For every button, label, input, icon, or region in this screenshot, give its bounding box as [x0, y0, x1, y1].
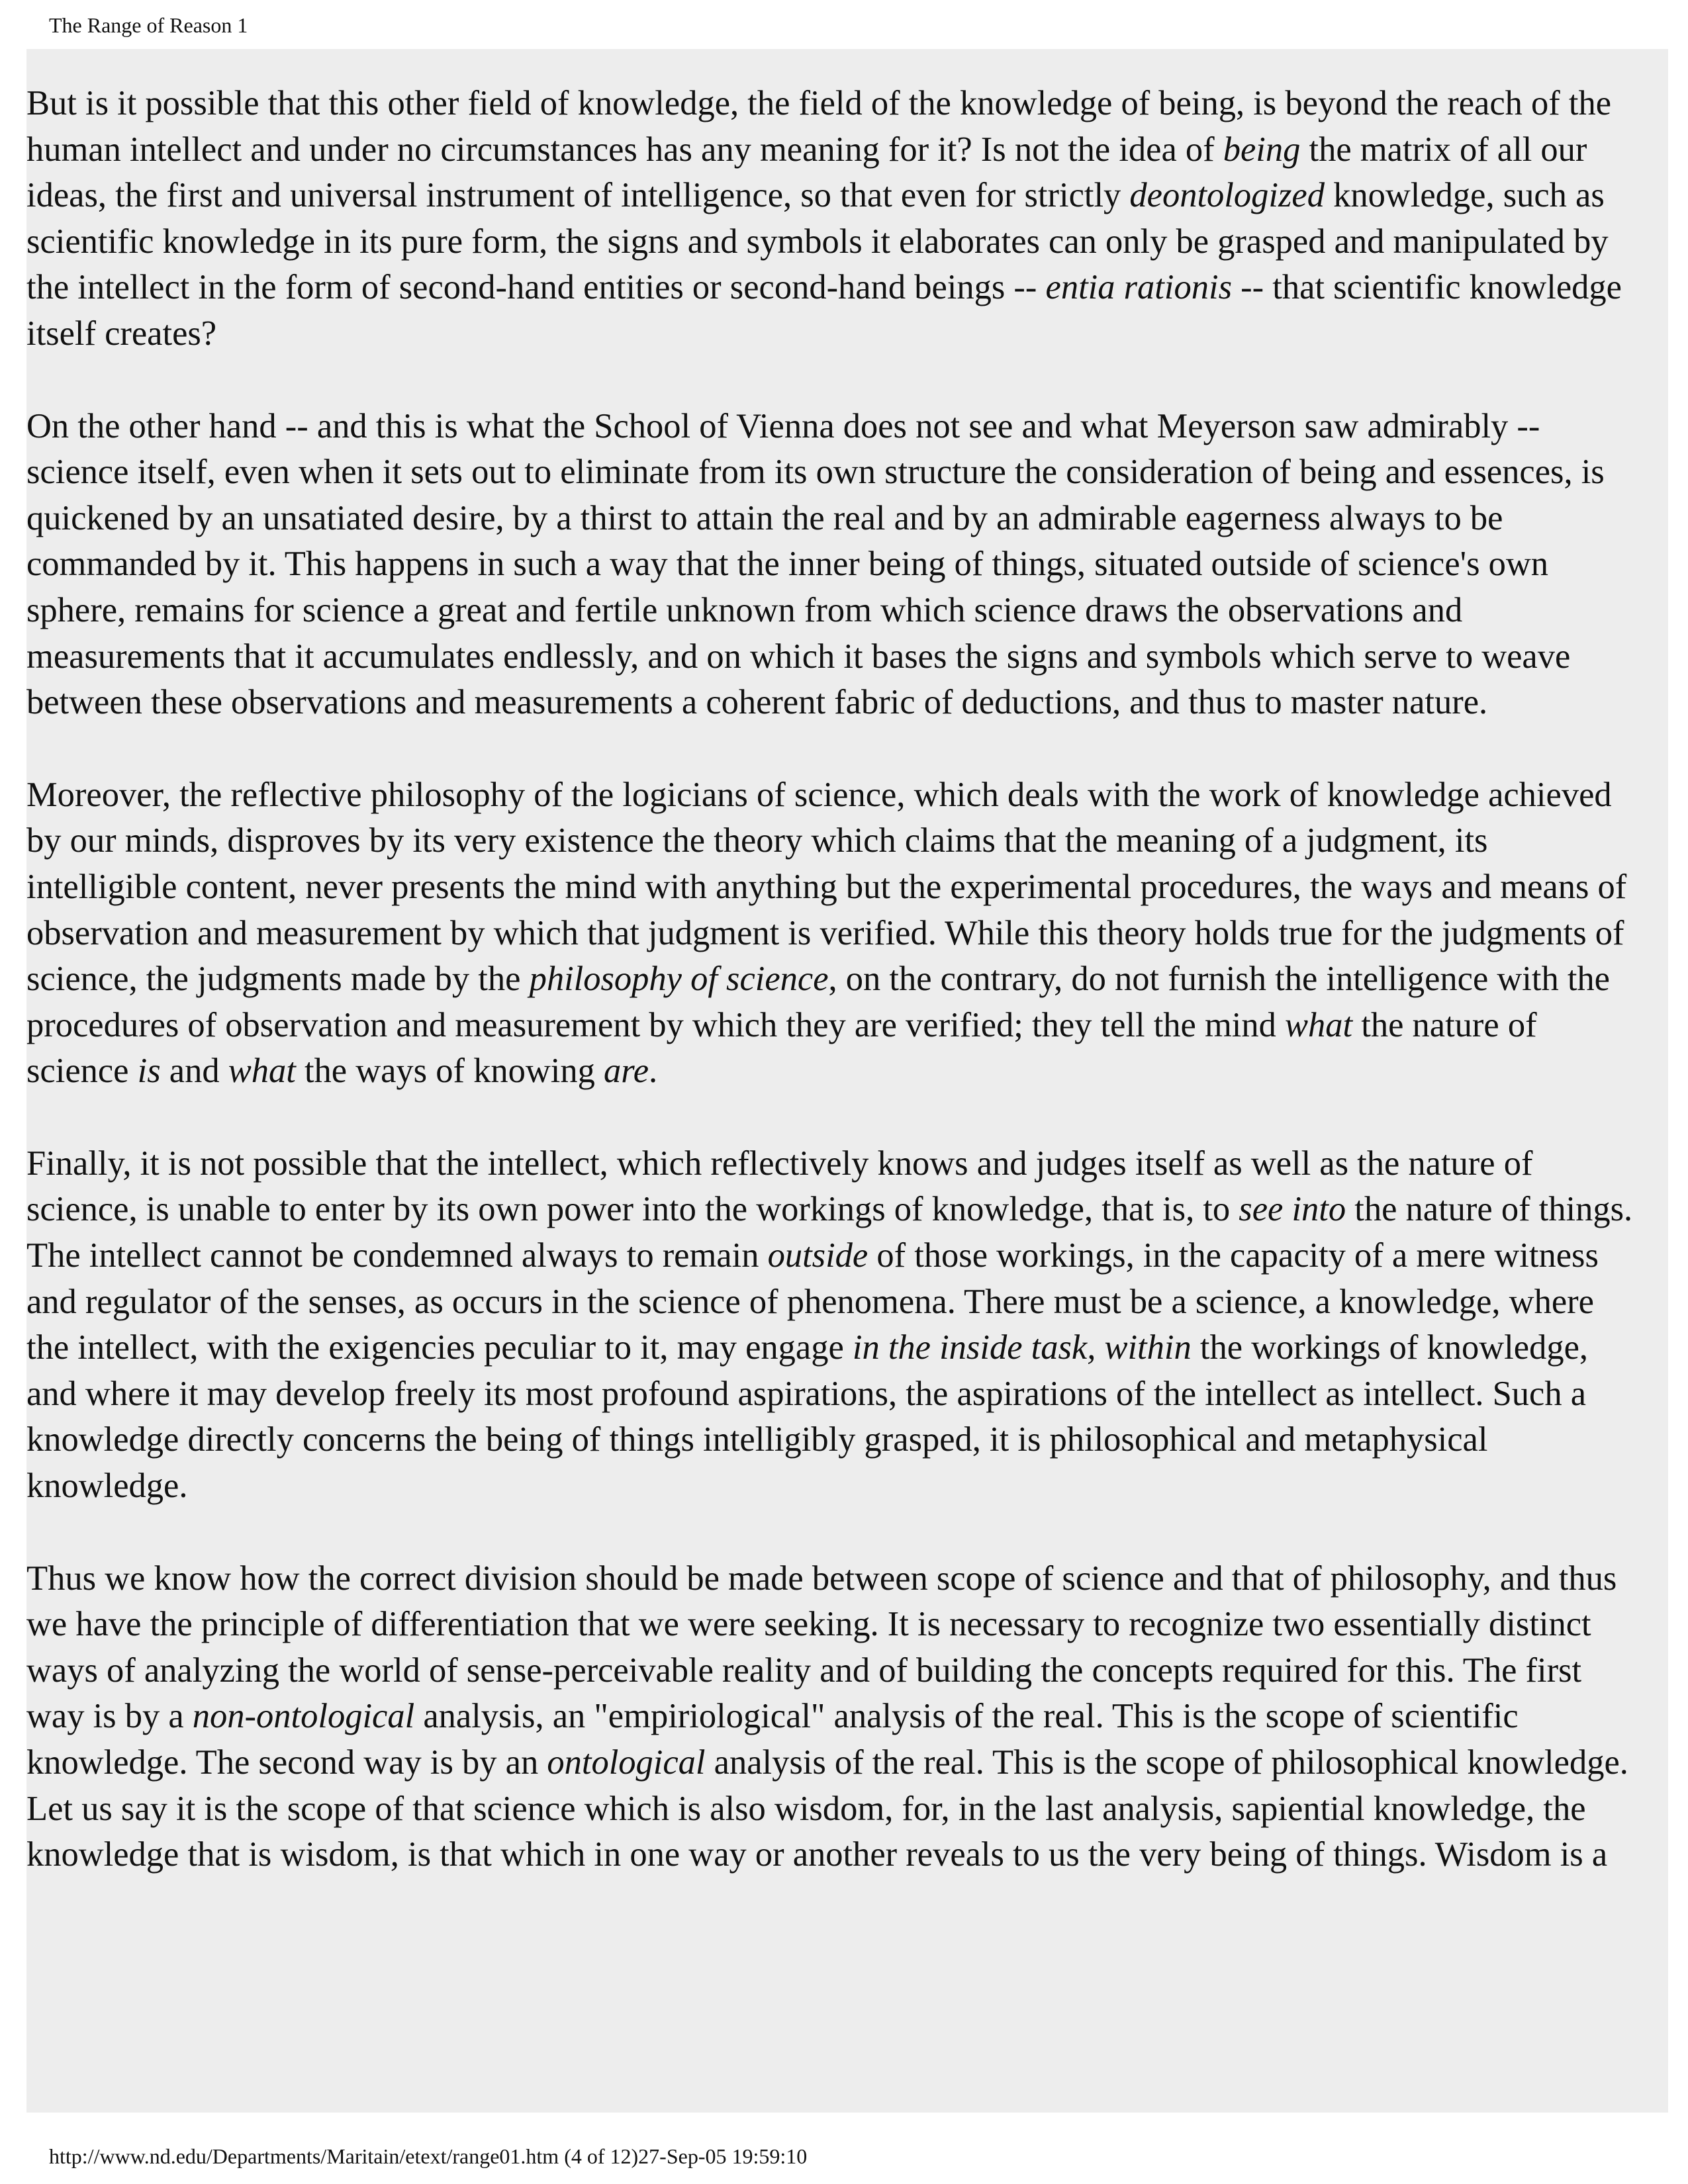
text-run: Finally, it is not possible that the intellect, which reflectively knows and judges itself as well as the nature of science, is unable to enter by its own power into the workings of knowledge, that is, to: [26, 1144, 1533, 1229]
text-run: of those workings, in the capacity of a mere witness and regulator of the senses, as occurs in the science of phenomena. There must be a science, a knowledge, where the intellect, with the exigencies peculiar to it, may engage: [26, 1236, 1599, 1367]
page-footer-url: http://www.nd.edu/Departments/Maritain/etext/range01.htm (4 of 12)27-Sep-05 19:59:10: [49, 2144, 808, 2168]
text-run: .: [649, 1052, 658, 1091]
text-run: But is it possible that this other field of knowledge, the field of the knowledge of being, is beyond the reach of the human intellect and under no circumstances has any meaning for it? Is not the idea of: [26, 84, 1612, 169]
paragraph-3: [26, 772, 1643, 1095]
text-run: , on the contrary, do not furnish the intelligence with the procedures of observation and measurement by which they are verified; they tell the mind: [26, 960, 1610, 1044]
text-run: -- that scientific knowledge itself creates?: [26, 268, 1622, 353]
italic-run: what: [1285, 1005, 1353, 1044]
document-body: [26, 49, 1668, 2113]
italic-run: deontologized: [1129, 176, 1325, 215]
italic-run: in the inside task, within: [852, 1328, 1192, 1367]
paragraph-5: [26, 1556, 1643, 1878]
italic-run: what: [228, 1052, 296, 1091]
italic-run: are: [603, 1052, 649, 1091]
text-run: the ways of knowing: [295, 1052, 604, 1091]
italic-run: ontological: [547, 1743, 706, 1782]
text-run: the matrix of all our ideas, the first and universal instrument of intelligence, so that even for strictly: [26, 130, 1587, 215]
italic-run: entia rationis: [1045, 268, 1233, 307]
italic-run: being: [1223, 130, 1301, 169]
text-run: On the other hand -- and this is what the School of Vienna does not see and what Meyerson saw admirably -- science itself, even when it sets out to eliminate from its own structure the consideration of being and essences, is quickened by an unsatiated desire, by a thirst to attain the real and by an admirable eagerness always to be commanded by it. This happens in such a way that the inner being of things, situated outside of science's own sphere, remains for science a great and fertile unknown from which science draws the observations and measurements that it accumulates endlessly, and on which it bases the signs and symbols which serve to weave between these observations and measurements a coherent fabric of deductions, and thus to master nature.: [26, 406, 1605, 722]
paragraph-1: [26, 81, 1643, 357]
paragraph-2: [26, 404, 1643, 726]
page-header-title: The Range of Reason 1: [49, 13, 248, 37]
italic-run: outside: [767, 1236, 868, 1275]
text-run: and: [160, 1052, 228, 1091]
text-run: knowledge, such as scientific knowledge in its pure form, the signs and symbols it elaborates can only be grasped and manipulated by the intellect in the form of second-hand entities or second-hand beings --: [26, 176, 1609, 307]
paragraph-4: [26, 1141, 1643, 1510]
italic-run: see into: [1239, 1190, 1346, 1229]
text-run: Thus we know how the correct division should be made between scope of science and that of philosophy, and thus we have the principle of differentiation that we were seeking. It is necessary to recognize two essentially distinct ways of analyzing the world of sense-perceivable reality and of building the concepts required for this. The first way is by a: [26, 1559, 1617, 1736]
text-run: the nature of science: [26, 1005, 1537, 1091]
text-run: analysis of the real. This is the scope of philosophical knowledge. Let us say it is the scope of that science which is also wisdom, for, in the last analysis, sapiential knowledge, the knowledge that is wisdom, is that which in one way or another reveals to us the very being of things. Wisdom is a: [26, 1743, 1628, 1874]
text-run: analysis, an "empiriological" analysis of the real. This is the scope of scientific knowledge. The second way is by an: [26, 1697, 1519, 1782]
italic-run: non-ontological: [192, 1697, 415, 1736]
text-run: the nature of things. The intellect cannot be condemned always to remain: [26, 1190, 1633, 1275]
text-run: Moreover, the reflective philosophy of the logicians of science, which deals with the work of knowledge achieved by our minds, disproves by its very existence the theory which claims that the meaning of a judgment, its intelligible content, never presents the mind with anything but the experimental procedures, the ways and means of observation and measurement by which that judgment is verified. While this theory holds true for the judgments of science, the judgments made by the: [26, 775, 1627, 999]
italic-run: philosophy of science: [529, 960, 829, 999]
text-run: the workings of knowledge, and where it may develop freely its most profound aspirations, the aspirations of the intellect as intellect. Such a knowledge directly concerns the being of things intelligibly grasped, it is philosophical and metaphysical knowledge.: [26, 1328, 1588, 1506]
italic-run: is: [137, 1052, 161, 1091]
